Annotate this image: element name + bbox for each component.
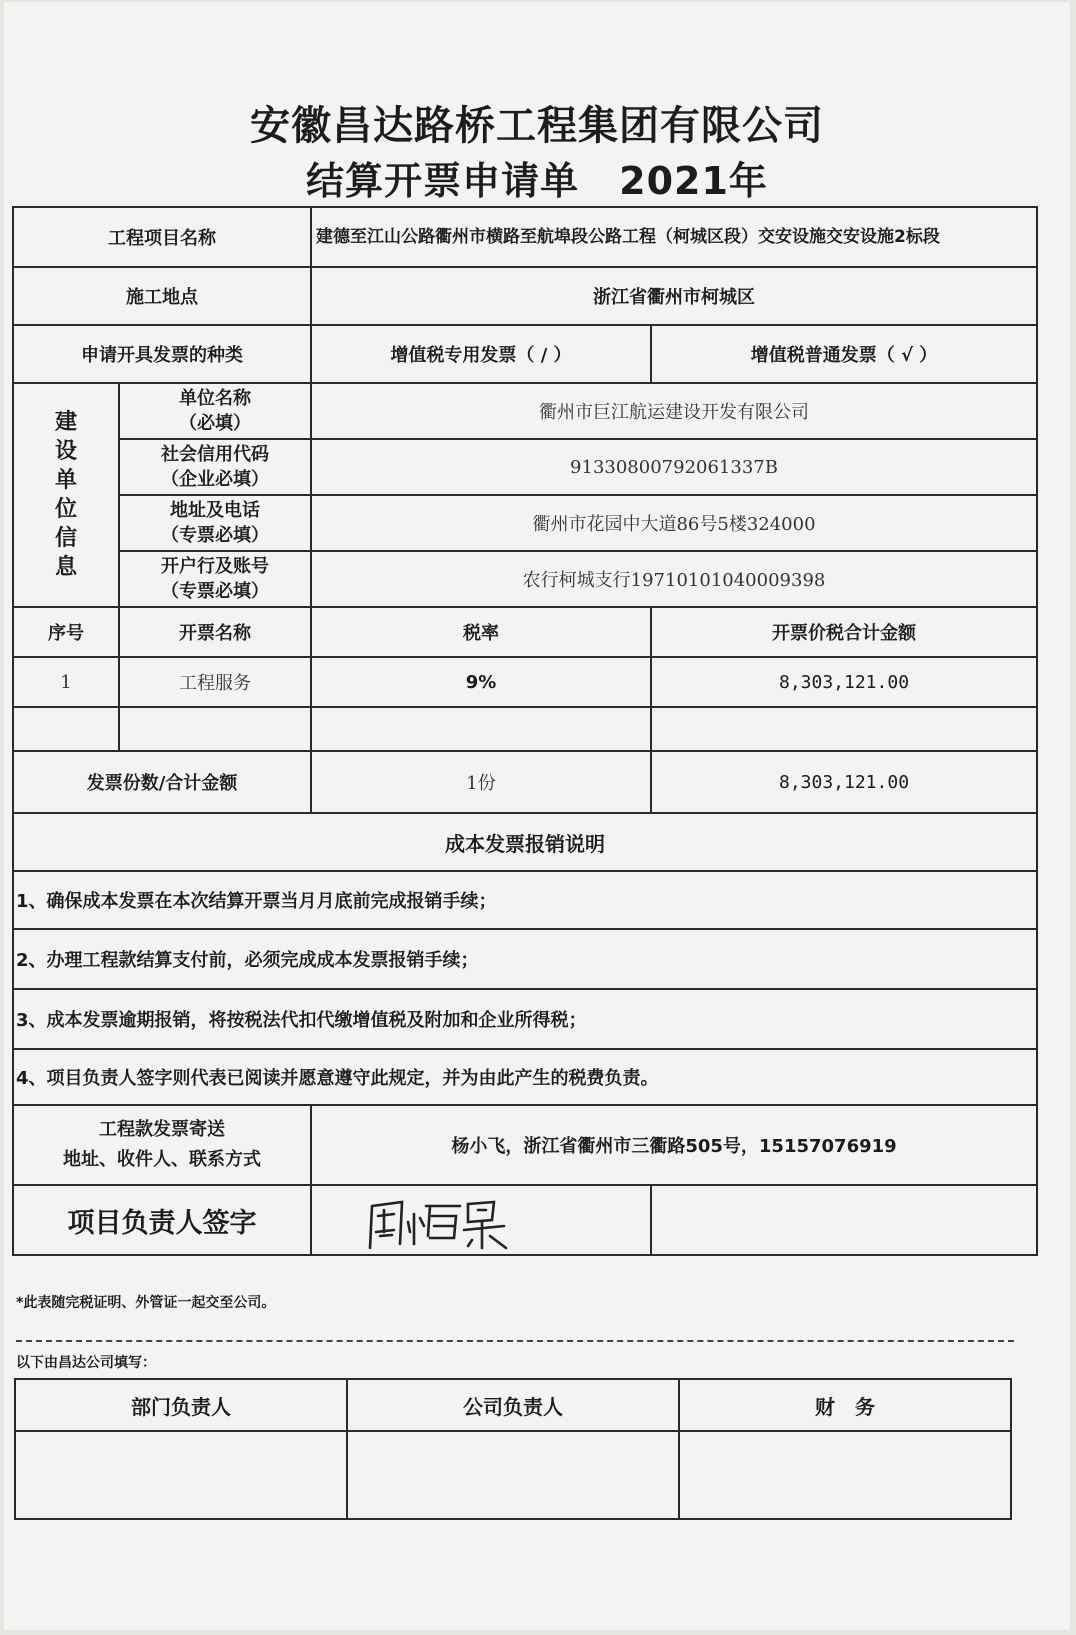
site-row bbox=[13, 267, 1037, 325]
cost-note: 3、成本发票逾期报销，将按税法代扣代缴增值税及附加和企业所得税； bbox=[13, 989, 1037, 1049]
items-header-row bbox=[13, 607, 1037, 657]
form-year: 2021年 bbox=[619, 159, 768, 203]
total-row bbox=[13, 751, 1037, 813]
site-label: 施工地点 bbox=[13, 267, 311, 325]
empty-cell bbox=[13, 707, 119, 751]
builder-field-label: 单位名称 （必填） bbox=[119, 383, 311, 439]
invoice-type-row bbox=[13, 325, 1037, 383]
approval-header-row bbox=[15, 1379, 1011, 1431]
handwritten-signature bbox=[364, 1192, 514, 1252]
builder-field-label: 地址及电话 （专票必填） bbox=[119, 495, 311, 551]
builder-field-label: 开户行及账号 （专票必填） bbox=[119, 551, 311, 607]
company-head-sign-cell bbox=[347, 1431, 679, 1519]
invoice-type-label: 申请开具发票的种类 bbox=[13, 325, 311, 383]
fill-by-note: 以下由昌达公司填写： bbox=[16, 1355, 156, 1371]
project-name-row bbox=[13, 207, 1037, 267]
cost-note-row bbox=[13, 1049, 1037, 1105]
builder-row bbox=[13, 495, 1037, 551]
cost-note: 2、办理工程款结算支付前，必须完成成本发票报销手续； bbox=[13, 929, 1037, 989]
finance-header: 财 务 bbox=[679, 1379, 1011, 1431]
empty-cell bbox=[311, 707, 651, 751]
normal-invoice-option: 增值税普通发票（ √ ） bbox=[651, 325, 1037, 383]
cost-note-row bbox=[13, 871, 1037, 929]
approval-table bbox=[14, 1378, 1012, 1520]
builder-row bbox=[13, 383, 1037, 439]
builder-section-text: 建设单位信息 bbox=[54, 410, 77, 580]
builder-address-phone: 衢州市花园中大道86号5楼324000 bbox=[311, 495, 1037, 551]
dept-head-sign-cell bbox=[15, 1431, 347, 1519]
builder-bank-account: 农行柯城支行19710101040009398 bbox=[311, 551, 1037, 607]
mailing-row bbox=[13, 1105, 1037, 1185]
builder-credit-code: 91330800792061337B bbox=[311, 439, 1037, 495]
form-title bbox=[4, 150, 1070, 205]
empty-cell bbox=[119, 707, 311, 751]
builder-unit-name: 衢州市巨江航运建设开发有限公司 bbox=[311, 383, 1037, 439]
cut-line-divider bbox=[16, 1340, 1014, 1342]
signature-date-cell bbox=[651, 1185, 1037, 1255]
builder-field-label: 社会信用代码 （企业必填） bbox=[119, 439, 311, 495]
builder-row bbox=[13, 551, 1037, 607]
col-header-amount: 开票价税合计金额 bbox=[651, 607, 1037, 657]
footnote: *此表随完税证明、外管证一起交至公司。 bbox=[16, 1295, 276, 1311]
cost-note-row bbox=[13, 989, 1037, 1049]
project-name-value: 建德至江山公路衢州市横路至航埠段公路工程（柯城区段）交安设施交安设施2标段 bbox=[311, 207, 1037, 267]
table-row bbox=[13, 657, 1037, 707]
cost-notes-title: 成本发票报销说明 bbox=[13, 813, 1037, 871]
item-name: 工程服务 bbox=[119, 657, 311, 707]
cost-notes-title-row bbox=[13, 813, 1037, 871]
mailing-label: 工程款发票寄送 地址、收件人、联系方式 bbox=[13, 1105, 311, 1185]
builder-section-label bbox=[13, 383, 119, 607]
total-label: 发票份数/合计金额 bbox=[13, 751, 311, 813]
signature-row bbox=[13, 1185, 1037, 1255]
signature-label: 项目负责人签字 bbox=[13, 1185, 311, 1255]
item-amount: 8,303,121.00 bbox=[651, 657, 1037, 707]
site-value: 浙江省衢州市柯城区 bbox=[311, 267, 1037, 325]
dept-head-header: 部门负责人 bbox=[15, 1379, 347, 1431]
signature-cell bbox=[311, 1185, 651, 1255]
cost-note-row bbox=[13, 929, 1037, 989]
col-header-no: 序号 bbox=[13, 607, 119, 657]
approval-sign-row bbox=[15, 1431, 1011, 1519]
builder-row bbox=[13, 439, 1037, 495]
finance-sign-cell bbox=[679, 1431, 1011, 1519]
empty-row bbox=[13, 707, 1037, 751]
form-sheet bbox=[4, 2, 1070, 1630]
col-header-name: 开票名称 bbox=[119, 607, 311, 657]
company-head-header: 公司负责人 bbox=[347, 1379, 679, 1431]
col-header-rate: 税率 bbox=[311, 607, 651, 657]
form-title-text: 结算开票申请单 bbox=[306, 159, 580, 203]
application-table bbox=[12, 206, 1038, 1256]
mailing-value: 杨小飞，浙江省衢州市三衢路505号，15157076919 bbox=[311, 1105, 1037, 1185]
project-name-label: 工程项目名称 bbox=[13, 207, 311, 267]
company-title: 安徽昌达路桥工程集团有限公司 bbox=[250, 103, 824, 149]
item-no: 1 bbox=[13, 657, 119, 707]
special-invoice-option: 增值税专用发票（ / ） bbox=[311, 325, 651, 383]
cost-note: 1、确保成本发票在本次结算开票当月月底前完成报销手续； bbox=[13, 871, 1037, 929]
total-amount: 8,303,121.00 bbox=[651, 751, 1037, 813]
item-rate: 9% bbox=[311, 657, 651, 707]
total-count: 1份 bbox=[311, 751, 651, 813]
cost-note: 4、项目负责人签字则代表已阅读并愿意遵守此规定，并为由此产生的税费负责。 bbox=[13, 1049, 1037, 1105]
empty-cell bbox=[651, 707, 1037, 751]
